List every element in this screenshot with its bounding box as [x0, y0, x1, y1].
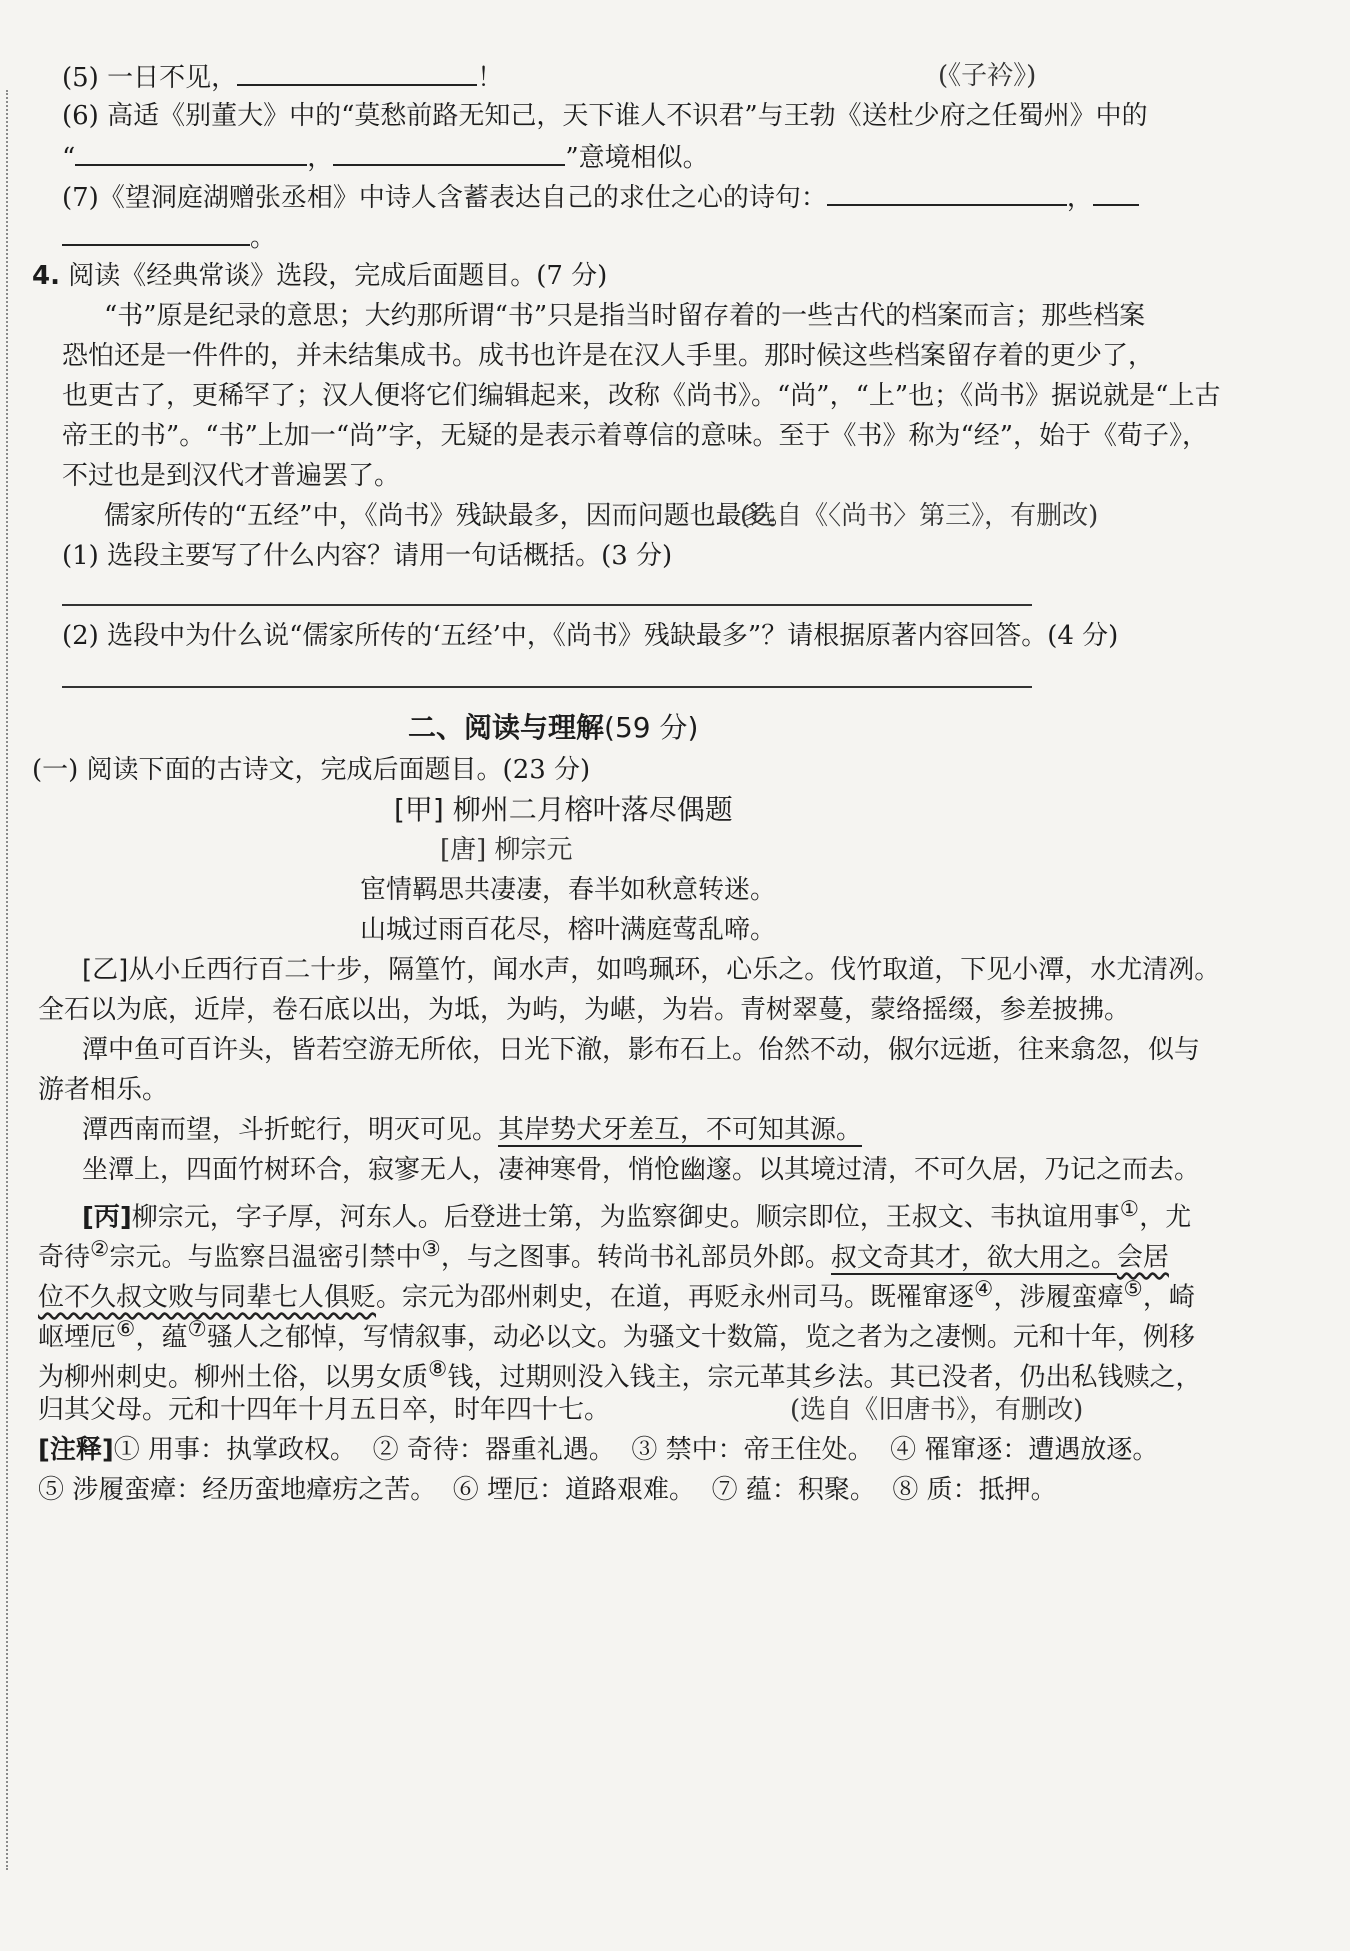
poem-line: 山城过雨百花尽，榕叶满庭莺乱啼。: [360, 915, 777, 945]
q3-item5-suffix: ！: [477, 63, 504, 93]
bing-text: 奇待: [38, 1242, 91, 1273]
wavy-underlined-sentence: 位不久叔文败与同辈七人俱贬: [38, 1282, 377, 1313]
bing-text: 骚人之郁悼，写情叙事，动必以文。为骚文十数篇，览之者为之凄恻。元和十年，例移: [206, 1322, 1195, 1353]
note-mark: ③: [421, 1237, 441, 1262]
section-title: [408, 710, 698, 746]
bing-text: 。宗元为邵州刺史，在道，再贬永州司马。既罹窜逐: [376, 1282, 975, 1313]
bing-line: [38, 1352, 1201, 1396]
answer-blank[interactable]: [62, 218, 250, 246]
poem-title: [394, 792, 733, 828]
note-mark: ②: [90, 1237, 110, 1262]
q4-passage-line: 恐怕还是一件件的，并未结集成书。成书也许是在汉人手里。那时候这些档案留存着的更少了，: [62, 341, 1155, 371]
q3-item5-source: (《子衿》): [938, 61, 1037, 91]
open-quote: “: [62, 143, 76, 173]
q3-item5: [62, 58, 503, 96]
section-title-text: 二、阅读与理解: [408, 711, 605, 744]
answer-blank[interactable]: [237, 58, 477, 86]
note-mark: ⑦: [187, 1317, 207, 1342]
bing-text: 宗元。与监察吕温密引禁中: [109, 1242, 422, 1273]
yi-text: 潭西南而望，斗折蛇行，明灭可见。: [82, 1115, 499, 1145]
poem-tag: [甲]: [394, 793, 444, 826]
part1-instruction: (一) 阅读下面的古诗文，完成后面题目。(23 分): [32, 755, 591, 785]
bing-line: [82, 1192, 1191, 1236]
answer-blank[interactable]: [333, 138, 565, 166]
yi-line: 全石以为底，近岸，卷石底以出，为坻，为屿，为嵁，为岩。青树翠蔓，蒙络摇缀，参差披拂。: [38, 995, 1131, 1025]
yi-tag: [乙]: [82, 955, 129, 985]
bing-source: (选自《旧唐书》，有删改): [790, 1395, 1084, 1425]
yi-line: 游者相乐。: [38, 1075, 169, 1105]
q4-passage-line: “书”原是纪录的意思；大约那所谓“书”只是指当时留存着的一些古代的档案而言；那些档案: [104, 301, 1146, 331]
note-mark: ④: [974, 1277, 994, 1302]
notes-line: [38, 1432, 1158, 1468]
notes-label: [注释]: [38, 1435, 114, 1465]
bing-text: 为柳州刺史。柳州土俗，以男女质: [38, 1362, 429, 1393]
q3-item5-prefix: (5) 一日不见，: [62, 63, 238, 93]
bing-line: 归其父母。元和十四年十月五日卒，时年四十七。: [38, 1395, 611, 1425]
bing-line: [38, 1312, 1195, 1356]
q3-item7-line2: [62, 218, 276, 256]
comma: ，: [307, 143, 334, 173]
answer-line[interactable]: [62, 686, 1032, 688]
wavy-underlined-sentence: 会居: [1116, 1242, 1169, 1273]
bing-text: 岖堙厄: [38, 1322, 117, 1353]
note-mark: ①: [1119, 1197, 1140, 1222]
note-mark: ⑧: [428, 1357, 448, 1382]
q4-stem: [32, 258, 607, 294]
yi-text: 从小丘西行百二十步，隔篁竹，闻水声，如鸣珮环，心乐之。伐竹取道，下见小潭，水尤清冽。: [128, 955, 1221, 985]
yi-line: [82, 1112, 862, 1148]
q4-passage-line: 帝王的书”。“书”上加一“尚”字，无疑的是表示着尊信的意味。至于《书》称为“经”，始于《荀子》，: [62, 421, 1209, 451]
bing-line: [38, 1232, 1169, 1276]
yi-line: [82, 952, 1220, 988]
question-number: 4.: [32, 261, 60, 291]
comma: ，: [1066, 183, 1093, 213]
bing-text: ，崎: [1142, 1282, 1195, 1313]
q4-stem-text: 阅读《经典常谈》选段，完成后面题目。(7 分): [68, 261, 608, 291]
poem-line: 宦情羁思共凄凄，春半如秋意转迷。: [360, 875, 777, 905]
q4-passage-line: 不过也是到汉代才普遍罢了。: [62, 461, 401, 491]
note-mark: ⑤: [1123, 1277, 1143, 1302]
yi-line: 潭中鱼可百许头，皆若空游无所依，日光下澈，影布石上。佁然不动，俶尔远逝，往来翕忽，似与: [82, 1035, 1201, 1065]
q3-item7-text: (7)《望洞庭湖赠张丞相》中诗人含蓄表达自己的求仕之心的诗句：: [62, 183, 827, 213]
note-mark: ⑥: [116, 1317, 136, 1342]
binding-edge: [6, 90, 10, 1870]
q4-source: (选自《〈尚书〉第三》，有删改): [740, 501, 1099, 531]
q4-passage-line: 儒家所传的“五经”中，《尚书》残缺最多，因而问题也最多。: [104, 501, 794, 531]
bing-text: ，蕴: [135, 1322, 188, 1353]
answer-line[interactable]: [62, 604, 1032, 606]
yi-line: 坐潭上，四面竹树环合，寂寥无人，凄神寒骨，悄怆幽邃。以其境过清，不可久居，乃记之而去。: [82, 1155, 1201, 1185]
bing-text: ，尤: [1139, 1202, 1192, 1233]
bing-text: ，涉履蛮瘴: [993, 1282, 1124, 1313]
q3-item6-tail: ”意境相似。: [565, 143, 709, 173]
notes-line: ⑤ 涉履蛮瘴：经历蛮地瘴疠之苦。 ⑥ 堙厄：道路艰难。 ⑦ 蕴：积聚。 ⑧ 质：抵押。: [38, 1475, 1057, 1505]
answer-blank[interactable]: [1093, 178, 1139, 206]
q4-sub1: (1) 选段主要写了什么内容？请用一句话概括。(3 分): [62, 541, 673, 571]
q4-sub2: (2) 选段中为什么说“儒家所传的‘五经’中，《尚书》残缺最多”？请根据原著内容回答。(4 分): [62, 621, 1119, 651]
q3-item6-line2: [62, 138, 709, 176]
underlined-sentence: 其岸势犬牙差互，不可知其源。: [498, 1115, 863, 1145]
q3-item7-line1: [62, 178, 1139, 216]
poem-author: [唐] 柳宗元: [440, 835, 573, 865]
section-score: (59 分): [604, 711, 699, 744]
bing-text: 钱，过期则没入钱主，宗元革其乡法。其已没者，仍出私钱赎之，: [447, 1362, 1202, 1393]
bing-text: ，与之图事。转尚书礼部员外郎。: [440, 1242, 831, 1273]
bing-tag: [丙]: [82, 1202, 132, 1233]
period: 。: [250, 223, 277, 253]
answer-blank[interactable]: [827, 178, 1067, 206]
poem-title-text: 柳州二月榕叶落尽偶题: [452, 793, 733, 826]
bing-line: [38, 1272, 1195, 1316]
q4-passage-line: 也更古了，更稀罕了；汉人便将它们编辑起来，改称《尚书》。“尚”，“上”也；《尚书》据说就是“上古: [62, 381, 1221, 411]
q3-item6-line1: (6) 高适《别董大》中的“莫愁前路无知己，天下谁人不识君”与王勃《送杜少府之任蜀州》中的: [62, 101, 1148, 131]
underlined-sentence: 叔文奇其才，欲大用之。: [830, 1242, 1117, 1273]
notes-text: ① 用事：执掌政权。 ② 奇待：器重礼遇。 ③ 禁中：帝王住处。 ④ 罹窜逐：遭遇放逐。: [113, 1435, 1159, 1465]
bing-text: 柳宗元，字子厚，河东人。后登进士第，为监察御史。顺宗即位，王叔文、韦执谊用事: [131, 1202, 1120, 1233]
answer-blank[interactable]: [75, 138, 307, 166]
